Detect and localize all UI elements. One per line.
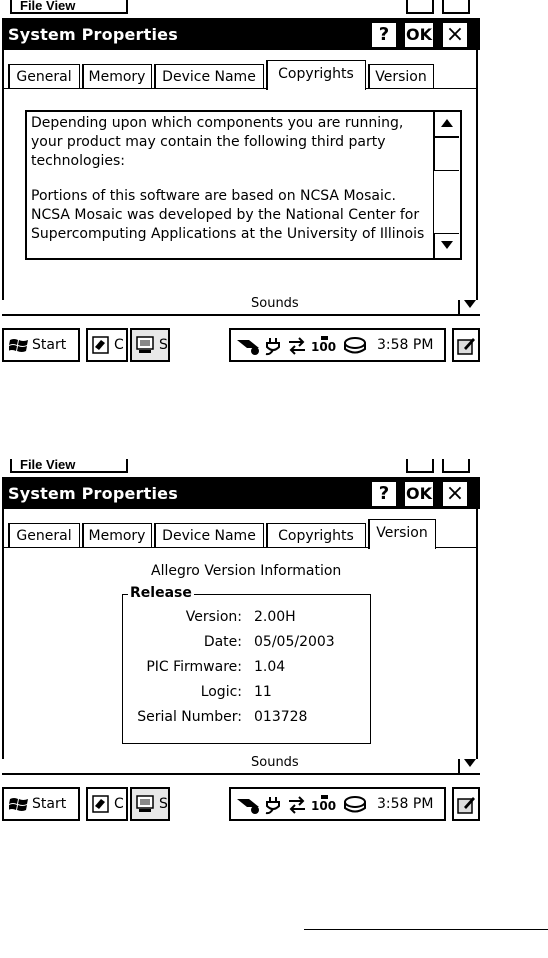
start-button[interactable] bbox=[2, 328, 80, 362]
background-close-button bbox=[442, 459, 470, 473]
sync-arrows-icon[interactable] bbox=[287, 336, 307, 356]
battery-100-icon[interactable] bbox=[310, 795, 340, 815]
pocket-word-icon bbox=[91, 794, 111, 814]
scroll-thumb[interactable] bbox=[434, 137, 459, 171]
windows-flag-icon bbox=[9, 796, 29, 813]
background-menu: File View bbox=[10, 459, 128, 473]
taskbar-app-s[interactable] bbox=[130, 787, 170, 821]
background-close-button bbox=[442, 0, 470, 14]
release-groupbox bbox=[122, 585, 371, 744]
taskbar-app-c-label: C bbox=[114, 337, 124, 353]
taskbar-app-s-label: S bbox=[159, 796, 168, 812]
chevron-down-icon bbox=[464, 300, 476, 308]
svg-text:100: 100 bbox=[311, 340, 337, 354]
background-help-button bbox=[406, 0, 434, 14]
version-heading: Allegro Version Information bbox=[151, 563, 342, 579]
serial-number-row bbox=[123, 709, 368, 733]
start-label: Start bbox=[32, 337, 67, 353]
connectivity-icon[interactable] bbox=[235, 795, 261, 815]
input-panel-icon bbox=[456, 336, 476, 356]
tab-general[interactable]: General bbox=[8, 64, 80, 88]
taskbar bbox=[0, 779, 482, 829]
tab-memory[interactable]: Memory bbox=[82, 523, 152, 547]
close-button[interactable]: × bbox=[442, 481, 468, 507]
power-plug-icon[interactable] bbox=[264, 795, 284, 815]
ok-button[interactable]: OK bbox=[404, 481, 434, 507]
date-label: Date: bbox=[203, 634, 242, 650]
sounds-dropdown-arrow[interactable] bbox=[458, 300, 480, 314]
taskbar-app-s-label: S bbox=[159, 337, 168, 353]
version-label: Version: bbox=[185, 609, 242, 625]
disk-icon[interactable] bbox=[343, 795, 367, 815]
disk-icon[interactable] bbox=[343, 336, 367, 356]
scroll-down-button[interactable] bbox=[434, 233, 459, 258]
windows-flag-icon bbox=[9, 337, 29, 354]
dialog-body bbox=[2, 509, 478, 759]
power-plug-icon[interactable] bbox=[264, 336, 284, 356]
help-button[interactable]: ? bbox=[371, 481, 397, 507]
taskbar-app-c-label: C bbox=[114, 796, 124, 812]
logic-label: Logic: bbox=[200, 684, 242, 700]
dialog-title-bar bbox=[2, 477, 480, 509]
tab-copyrights[interactable]: Copyrights bbox=[266, 60, 366, 90]
start-label: Start bbox=[32, 796, 67, 812]
serial-number-value: 013728 bbox=[254, 709, 308, 725]
taskbar-app-s[interactable] bbox=[130, 328, 170, 362]
background-menu: File View bbox=[10, 0, 128, 14]
tab-divider bbox=[4, 88, 476, 89]
vertical-scrollbar[interactable] bbox=[433, 112, 460, 258]
copyright-text-box[interactable] bbox=[25, 110, 462, 260]
sounds-strip bbox=[2, 296, 480, 316]
chevron-down-icon bbox=[464, 759, 476, 767]
taskbar-app-c[interactable] bbox=[86, 328, 128, 362]
tab-memory[interactable]: Memory bbox=[82, 64, 152, 88]
sounds-label: Sounds bbox=[251, 296, 299, 311]
sounds-dropdown-arrow[interactable] bbox=[458, 759, 480, 773]
start-button[interactable] bbox=[2, 787, 80, 821]
copyright-paragraph-1: Depending upon which components you are running, your product may contain the following third party technologies: bbox=[31, 115, 404, 169]
pic-firmware-value: 1.04 bbox=[254, 659, 286, 675]
battery-100-icon[interactable] bbox=[310, 336, 340, 356]
dialog-title-bar bbox=[2, 18, 480, 50]
copyright-paragraph-2: Portions of this software are based on NCSA Mosaic. NCSA Mosaic was developed by the National Center for Supercomputing Applications at the University of Illinois bbox=[31, 188, 425, 242]
release-group-title: Release bbox=[130, 585, 192, 601]
version-value: 2.00H bbox=[254, 609, 296, 625]
background-window bbox=[2, 0, 480, 16]
screenshot-version bbox=[0, 459, 482, 829]
help-button[interactable]: ? bbox=[371, 22, 397, 48]
input-panel-button[interactable] bbox=[452, 328, 480, 362]
control-panel-icon bbox=[135, 335, 155, 355]
arrow-down-icon bbox=[441, 241, 453, 249]
scroll-up-button[interactable] bbox=[434, 112, 459, 137]
tab-device-name[interactable]: Device Name bbox=[154, 64, 264, 88]
logic-value: 11 bbox=[254, 684, 272, 700]
connectivity-icon[interactable] bbox=[235, 336, 261, 356]
dialog-title: System Properties bbox=[8, 484, 178, 503]
sounds-strip bbox=[2, 755, 480, 775]
tab-general[interactable]: General bbox=[8, 523, 80, 547]
date-row bbox=[123, 634, 368, 658]
serial-number-label: Serial Number: bbox=[137, 709, 242, 725]
svg-text:100: 100 bbox=[311, 799, 337, 813]
taskbar-app-c[interactable] bbox=[86, 787, 128, 821]
dialog-title: System Properties bbox=[8, 25, 178, 44]
dialog-body bbox=[2, 50, 478, 300]
screenshot-copyrights bbox=[0, 0, 482, 370]
clock[interactable]: 3:58 PM bbox=[377, 796, 434, 812]
system-tray bbox=[229, 328, 446, 362]
version-row bbox=[123, 609, 368, 633]
control-panel-icon bbox=[135, 794, 155, 814]
arrow-up-icon bbox=[441, 119, 453, 127]
system-tray bbox=[229, 787, 446, 821]
sync-arrows-icon[interactable] bbox=[287, 795, 307, 815]
date-value: 05/05/2003 bbox=[254, 634, 335, 650]
logic-row bbox=[123, 684, 368, 708]
close-button[interactable]: × bbox=[442, 22, 468, 48]
input-panel-button[interactable] bbox=[452, 787, 480, 821]
tab-version[interactable]: Version bbox=[368, 519, 436, 549]
background-help-button bbox=[406, 459, 434, 473]
pocket-word-icon bbox=[91, 335, 111, 355]
input-panel-icon bbox=[456, 795, 476, 815]
sounds-label: Sounds bbox=[251, 755, 299, 770]
tab-version[interactable]: Version bbox=[368, 64, 434, 88]
tab-device-name[interactable]: Device Name bbox=[154, 523, 264, 547]
taskbar bbox=[0, 320, 482, 370]
pic-firmware-label: PIC Firmware: bbox=[146, 659, 242, 675]
clock[interactable]: 3:58 PM bbox=[377, 337, 434, 353]
background-window bbox=[2, 459, 480, 475]
pic-firmware-row bbox=[123, 659, 368, 683]
page-footer-rule bbox=[304, 929, 548, 930]
tab-copyrights[interactable]: Copyrights bbox=[266, 523, 366, 547]
ok-button[interactable]: OK bbox=[404, 22, 434, 48]
